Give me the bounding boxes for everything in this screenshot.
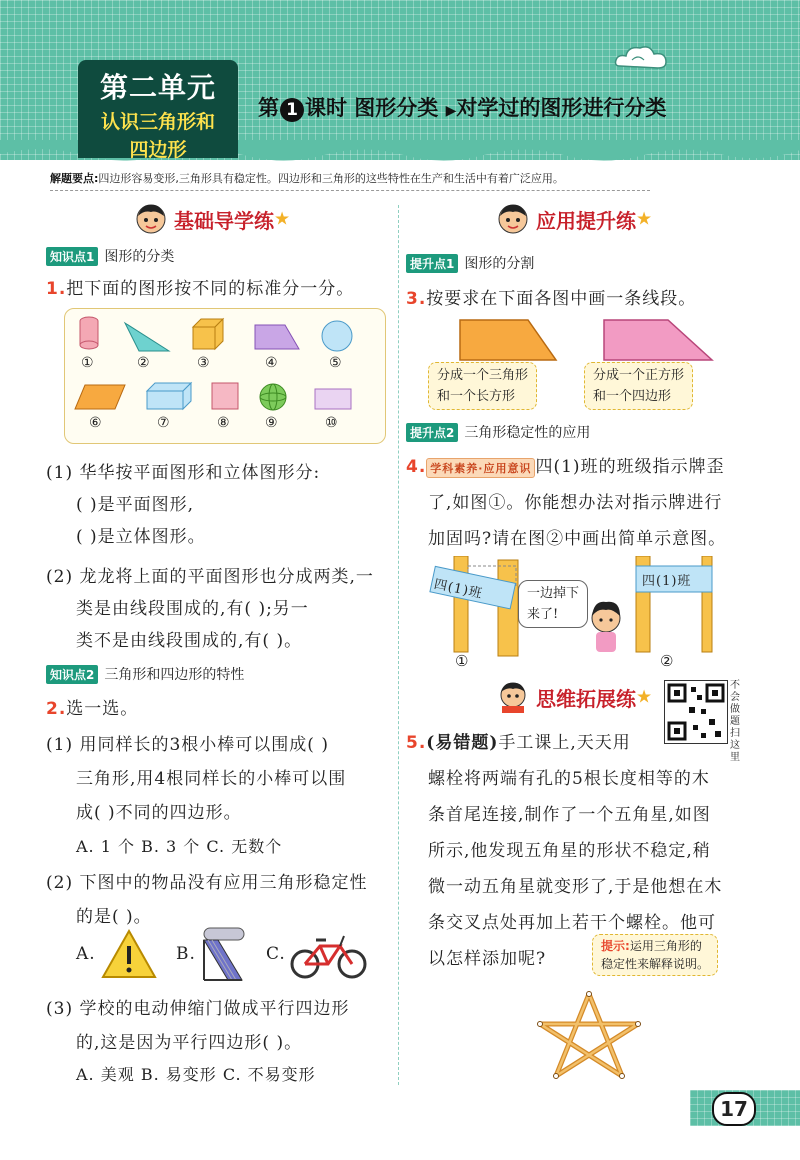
upgrade-point-2 — [406, 422, 590, 442]
shape-label-10: ⑩ — [325, 415, 338, 431]
question-2 — [46, 694, 138, 719]
lesson-prefix: 第 — [258, 96, 279, 120]
q4-number: 4. — [406, 457, 427, 477]
solar-heater-icon — [198, 924, 250, 982]
q5-line-g: 以怎样添加呢? — [428, 949, 547, 969]
shape-label-3: ③ — [197, 355, 210, 371]
q2-2-line-a: (2) 下图中的物品没有应用三角形稳定性 — [46, 873, 368, 893]
q2-1-line-a: (1) 用同样长的3根小棒可以围成( ) — [46, 735, 329, 755]
q2-3-options: A. 美观 B. 易变形 C. 不易变形 — [76, 1065, 316, 1084]
q1-text: 把下面的图形按不同的标准分一分。 — [66, 279, 355, 299]
note-1 — [428, 362, 537, 410]
boy-reading-icon — [496, 680, 530, 714]
unit-subtitle-1: 认识三角形和 — [100, 111, 215, 133]
figure-2-label: ② — [660, 652, 675, 670]
trapezoid-shape — [255, 325, 299, 349]
column-divider — [398, 205, 399, 1085]
boy-face-icon — [496, 202, 530, 236]
bicycle-icon — [288, 930, 370, 980]
note-2-line-b: 和一个四边形 — [593, 389, 672, 404]
upgrade-point-1 — [406, 253, 534, 273]
lesson-subtitle: 对学过的图形进行分类 — [456, 96, 667, 120]
q1-2-line-c: 类不是由线段围成的,有( )。 — [76, 631, 303, 651]
q4-line-a: 四(1)班的班级指示牌歪 — [535, 457, 725, 477]
shapes-box — [64, 308, 386, 444]
q1-1-line-a: (1) 华华按平面图形和立体图形分: — [46, 463, 321, 483]
shape-label-4: ④ — [265, 355, 278, 371]
knowledge-point-2 — [46, 664, 244, 684]
speech-bubble — [518, 580, 588, 628]
girl-icon — [592, 602, 620, 652]
shape-label-8: ⑧ — [217, 415, 230, 431]
lesson-number: 1 — [280, 98, 304, 122]
shape-label-7: ⑦ — [157, 415, 170, 431]
cube-shape — [193, 319, 223, 349]
q2-text: 选一选。 — [66, 699, 139, 719]
q2-2-line-b: 的是( )。 — [76, 907, 152, 927]
banner-thinking-text: 思维拓展练 — [536, 686, 636, 711]
cloud-icon — [612, 40, 672, 74]
shape-label-2: ② — [137, 355, 150, 371]
banner-basic-text: 基础导学练 — [174, 208, 274, 233]
q5-line-d: 所示,他发现五角星的形状不稳定,稍 — [428, 841, 711, 861]
figure-1-label: ① — [455, 652, 470, 670]
hint-line-b: 稳定性来解释说明。 — [601, 957, 710, 971]
unit-box — [78, 60, 238, 161]
unit-title: 第二单元 — [99, 71, 216, 104]
q4-line-b: 了,如图①。你能想办法对指示牌进行 — [428, 493, 723, 513]
q2-number: 2. — [46, 699, 67, 719]
hint-line-a: 运用三角形的 — [629, 939, 702, 953]
option-b-label: B. — [176, 944, 196, 964]
note-1-line-a: 分成一个三角形 — [437, 368, 529, 383]
q2-3-line-a: (3) 学校的电动伸缩门做成平行四边形 — [46, 999, 350, 1019]
q5-tag: (易错题) — [426, 733, 499, 753]
question-5 — [406, 728, 631, 753]
q1-number: 1. — [46, 279, 67, 299]
banner-thinking — [496, 680, 652, 716]
trapezoid-figure-1 — [450, 318, 560, 362]
bubble-line-b: 来了! — [527, 607, 559, 622]
note-2 — [584, 362, 693, 410]
shape-label-9: ⑨ — [265, 415, 278, 431]
q3-number: 3. — [406, 289, 427, 309]
option-c-label: C. — [266, 944, 286, 964]
q5-line-f: 条交叉点处再加上若干个螺栓。他可 — [428, 913, 716, 933]
unit-subtitle-2: 四边形 — [129, 139, 187, 161]
option-a-label: A. — [76, 944, 96, 964]
q4-badge: 学科素养·应用意识 — [426, 458, 535, 478]
sign-1-text: 四(1)班 — [432, 576, 485, 602]
q1-2-line-a: (2) 龙龙将上面的平面图形也分成两类,一 — [46, 567, 374, 587]
play-arrow-icon: ▶ — [445, 103, 457, 119]
boy-face-icon — [134, 202, 168, 236]
tips-label: 解题要点: — [50, 172, 99, 185]
banner-apply-text: 应用提升练 — [536, 208, 636, 233]
q2-1-options: A. 1 个 B. 3 个 C. 无数个 — [76, 837, 283, 856]
kp1-text: 图形的分类 — [104, 249, 175, 265]
lesson-name: 课时 图形分类 — [305, 96, 439, 120]
rectangle-shape — [315, 389, 351, 409]
q1-2-line-b: 类是由线段围成的,有( );另一 — [76, 599, 309, 619]
q2-1-line-c: 成( )不同的四边形。 — [76, 803, 242, 823]
parallelogram-shape — [75, 385, 125, 409]
q1-1-line-c: ( )是立体图形。 — [76, 527, 206, 547]
knowledge-point-1 — [46, 246, 174, 266]
kp2-label: 知识点2 — [46, 665, 98, 684]
star-icon: ★ — [636, 686, 653, 708]
q5-number: 5. — [406, 733, 427, 753]
lesson-title — [258, 92, 666, 122]
q2-1-line-b: 三角形,用4根同样长的小棒可以围 — [76, 769, 347, 789]
shape-label-6: ⑥ — [89, 415, 102, 431]
triangle-shape — [125, 323, 169, 351]
page-number: 17 — [712, 1092, 756, 1126]
banner-basic — [134, 202, 290, 238]
circle-shape — [322, 321, 352, 351]
up1-text: 图形的分割 — [464, 256, 535, 272]
sign-2-text: 四(1)班 — [642, 574, 692, 589]
up2-text: 三角形稳定性的应用 — [464, 425, 591, 441]
q5-line-e: 微一动五角星就变形了,于是他想在木 — [428, 877, 723, 897]
shape-label-5: ⑤ — [329, 355, 342, 371]
kp2-text: 三角形和四边形的特性 — [104, 667, 245, 683]
q5-line-c: 条首尾连接,制作了一个五角星,如图 — [428, 805, 711, 825]
q4-line-c: 加固吗?请在图②中画出简单示意图。 — [428, 529, 727, 549]
kp1-label: 知识点1 — [46, 247, 98, 266]
tips-line — [50, 168, 650, 191]
q5-line-a: 手工课上,天天用 — [498, 733, 631, 753]
shape-label-1: ① — [81, 355, 94, 371]
q5-line-b: 螺栓将两端有孔的5根长度相等的木 — [428, 769, 710, 789]
q3-text: 按要求在下面各图中画一条线段。 — [426, 289, 697, 309]
trapezoid-figure-2 — [594, 318, 718, 362]
star-icon: ★ — [636, 208, 653, 230]
cuboid-shape — [147, 383, 191, 409]
square-shape — [212, 383, 238, 409]
question-3 — [406, 284, 696, 309]
up1-label: 提升点1 — [406, 254, 458, 273]
tips-text: 四边形容易变形,三角形具有稳定性。四边形和三角形的这些特性在生产和生活中有着广泛应用。 — [98, 172, 564, 185]
note-2-line-a: 分成一个正方形 — [593, 368, 685, 383]
bubble-line-a: 一边掉下 — [527, 586, 580, 601]
q1-1-line-b: ( )是平面图形, — [76, 495, 195, 515]
note-1-line-b: 和一个长方形 — [437, 389, 516, 404]
qr-code[interactable] — [664, 680, 728, 744]
qr-code-icon — [665, 681, 727, 743]
pentagram-figure — [534, 990, 644, 1080]
banner-apply — [496, 202, 652, 238]
hint-box — [592, 934, 718, 976]
question-1 — [46, 274, 354, 299]
question-4 — [406, 452, 725, 478]
up2-label: 提升点2 — [406, 423, 458, 442]
q2-3-line-b: 的,这是因为平行四边形( )。 — [76, 1033, 303, 1053]
cylinder-shape — [80, 317, 98, 349]
hint-label: 提示: — [601, 939, 630, 953]
qr-caption: 不会做题扫这里 — [730, 680, 740, 763]
warning-sign-icon — [100, 928, 158, 980]
star-icon: ★ — [274, 208, 291, 230]
sphere-shape — [260, 384, 286, 410]
